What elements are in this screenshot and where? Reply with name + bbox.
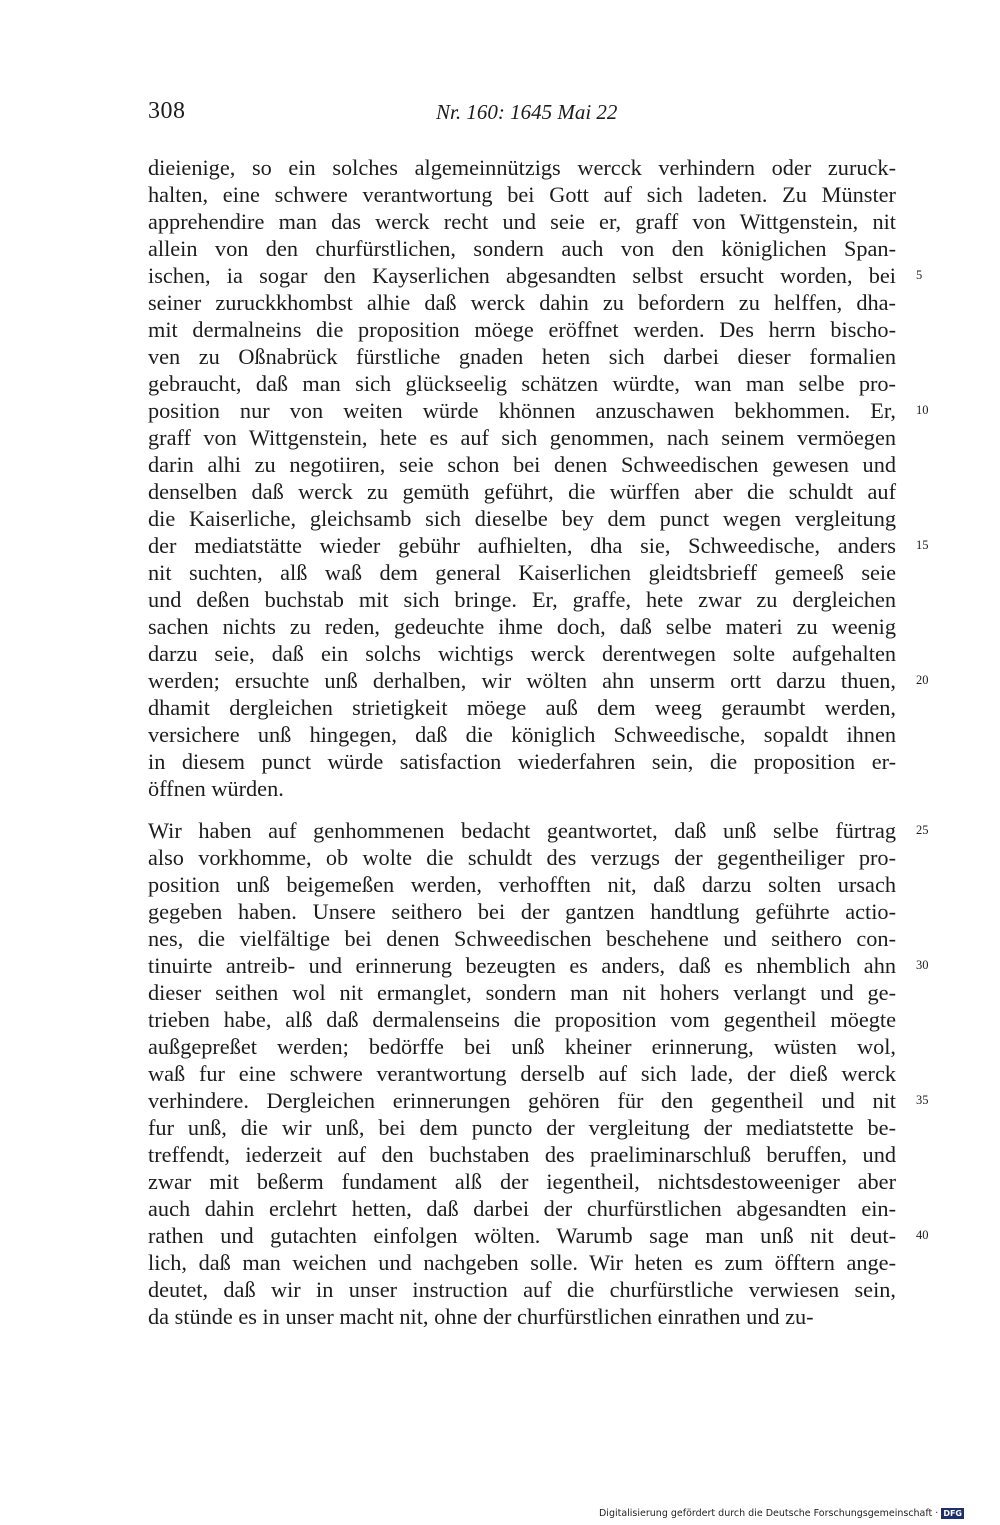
footer-credit-text: Digitalisierung gefördert durch die Deutsche Forschungsgemeinschaft · (598, 1508, 939, 1519)
text-line: allein von den churfürstlichen, sondern auch von den königlichen Span- (148, 236, 896, 261)
dfg-logo: DFG (943, 1509, 962, 1518)
text-line: da stünde es in unser macht nit, ohne der churfürstlichen einrathen und zu- (148, 1304, 814, 1329)
text-line: waß fur eine schwere verantwortung derselb auf sich lade, der dieß werck (148, 1061, 896, 1086)
text-line: dieienige, so ein solches algemeinnützigs wercck verhindern oder zuruck- (148, 155, 896, 180)
text-line: halten, eine schwere verantwortung bei Gott auf sich ladeten. Zu Münster (148, 182, 896, 207)
text-line: nes, die vielfältige bei denen Schweedischen beschehene und seithero con- (148, 926, 896, 951)
text-line: apprehendire man das werck recht und seie er, graff von Wittgenstein, nit (148, 209, 896, 234)
text-line: öffnen würden. (148, 776, 284, 801)
text-line: der mediatstätte wieder gebühr aufhielten, dha sie, Schweedische, anders 15 (148, 533, 929, 558)
text-line: in diesem punct würde satisfaction wiederfahren sein, die proposition er- (148, 749, 896, 774)
text-line: Wir haben auf genhommenen bedacht geantwortet, daß unß selbe fürtrag 25 (148, 818, 929, 843)
text-line: fur unß, die wir unß, bei dem puncto der vergleitung der mediatstette be- (148, 1115, 896, 1140)
text-line: denselben daß werck zu gemüth geführt, die würffen aber die schuldt auf (148, 479, 896, 504)
text-line: dhamit dergleichen strietigkeit möege auß dem weeg geraumbt werden, (148, 695, 896, 720)
text-line: ven zu Oßnabrück fürstliche gnaden heten sich darbei dieser formalien (148, 344, 896, 369)
text-line: treffendt, iederzeit auf den buchstaben des praeliminarschluß beruffen, und (148, 1142, 896, 1167)
text-line: verhindere. Dergleichen erinnerungen gehören für den gegentheil und nit 35 (148, 1088, 929, 1113)
text-line: also vorkhomme, ob wolte die schuldt des verzugs der gegentheiliger pro- (148, 845, 896, 870)
text-line: lich, daß man weichen und nachgeben solle. Wir heten es zum öfftern ange- (148, 1250, 896, 1275)
text-line: nit suchten, alß waß dem general Kaiserlichen gleidtsbrieff gemeeß seie (148, 560, 896, 585)
paragraph-gap (148, 802, 896, 817)
text-line: mit dermalneins die proposition möege eröffnet werden. Des herrn bischo- (148, 317, 896, 342)
text-line: seiner zuruckkhombst alhie daß werck dahin zu befordern zu helffen, dha- (148, 290, 896, 315)
text-line: darzu seie, daß ein solchs wichtigs werck derentwegen solte aufgehalten (148, 641, 896, 666)
paragraph (148, 817, 929, 1330)
text-line: rathen und gutachten einfolgen wölten. Warumb sage man unß nit deut- 40 (148, 1223, 929, 1248)
text-line: sachen nichts zu reden, gedeuchte ihme doch, daß selbe materi zu weenig (148, 614, 896, 639)
line-number-margin: 30 (916, 958, 929, 972)
text-line: ischen, ia sogar den Kayserlichen abgesandten selbst ersucht worden, bei 5 (148, 263, 923, 288)
text-line: position nur von weiten würde khönnen anzuschawen bekhommen. Er, 10 (148, 398, 929, 423)
text-line: dieser seithen wol nit ermanglet, sondern man nit hohers verlangt und ge- (148, 980, 896, 1005)
text-line: die Kaiserliche, gleichsamb sich dieselbe bey dem punct wegen vergleitung (148, 506, 896, 531)
footer-credit (599, 1508, 964, 1519)
line-number-margin: 10 (916, 403, 929, 417)
text-line: außgepreßet werden; bedörffe bei unß kheiner erinnerung, wüsten wol, (148, 1034, 896, 1059)
line-number-margin: 20 (916, 673, 929, 687)
text-line: zwar mit beßerm fundament alß der iegentheil, nichtsdestoweeniger aber (148, 1169, 896, 1194)
line-number-margin: 15 (916, 538, 929, 552)
text-line: gebraucht, daß man sich glückseelig schätzen würdte, wan man selbe pro- (148, 371, 896, 396)
text-line: deutet, daß wir in unser instruction auf die churfürstliche verwiesen sein, (148, 1277, 896, 1302)
text-line: versichere unß hingegen, daß die königlich Schweedische, sopaldt ihnen (148, 722, 896, 747)
running-head: Nr. 160: 1645 Mai 22 (436, 100, 618, 124)
paragraph (148, 154, 929, 802)
body-text (148, 154, 929, 1330)
text-line: tinuirte antreib- und erinnerung bezeugten es anders, daß es nhemblich ahn 30 (148, 953, 929, 978)
page-number: 308 (148, 98, 186, 124)
text-line: position unß beigemeßen werden, verhofften nit, daß darzu solten ursach (148, 872, 896, 897)
text-line: graff von Wittgenstein, hete es auf sich genommen, nach seinem vermöegen (148, 425, 896, 450)
text-line: werden; ersuchte unß derhalben, wir wölten ahn unserm ortt darzu thuen, 20 (148, 668, 929, 693)
line-number-margin: 25 (916, 823, 929, 837)
text-line: gegeben haben. Unsere seithero bei der gantzen handtlung geführte actio- (148, 899, 896, 924)
line-number-margin: 40 (916, 1228, 929, 1242)
text-line: trieben habe, alß daß dermalenseins die proposition vom gegentheil möegte (148, 1007, 896, 1032)
line-number-margin: 5 (916, 268, 923, 282)
line-number-margin: 35 (916, 1093, 929, 1107)
text-line: und deßen buchstab mit sich bringe. Er, graffe, hete zwar zu dergleichen (148, 587, 896, 612)
text-line: auch dahin erclehrt hetten, daß darbei der churfürstlichen abgesandten ein- (148, 1196, 896, 1221)
text-line: darin alhi zu negotiiren, seie schon bei denen Schweedischen gewesen und (148, 452, 896, 477)
